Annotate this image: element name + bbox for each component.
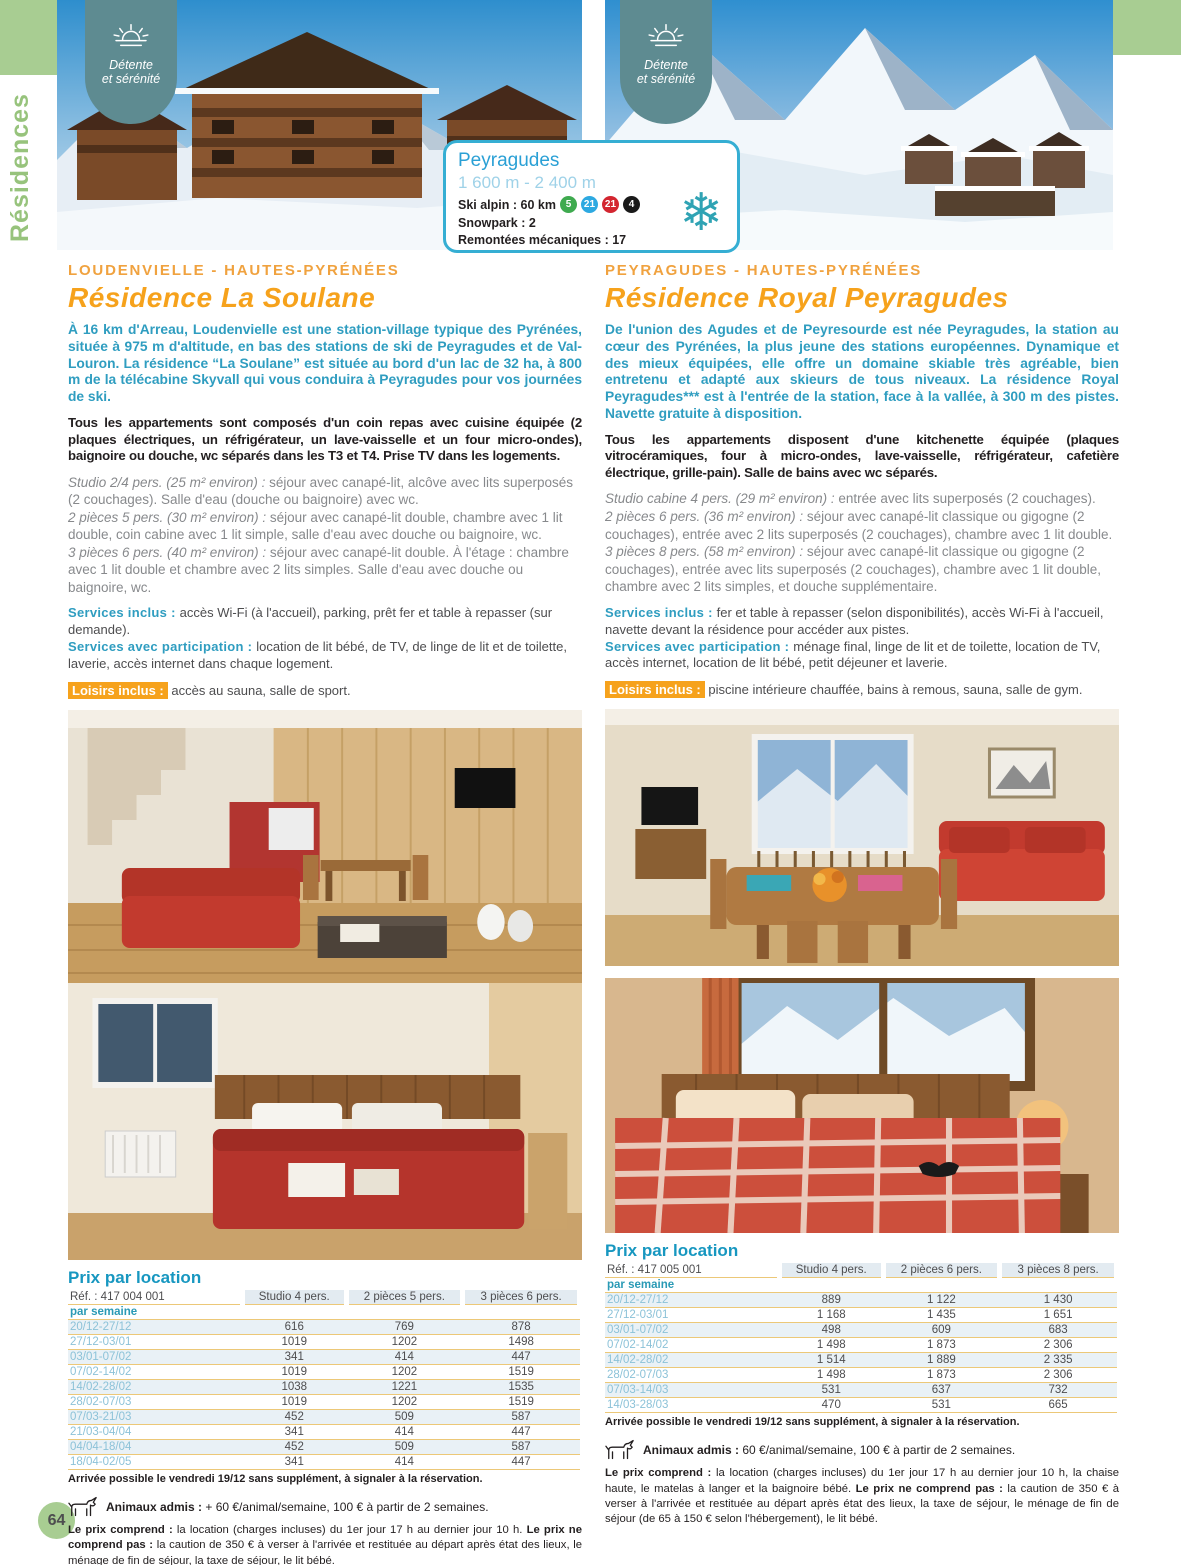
apartment-descriptions: Studio cabine 4 pers. (29 m² environ) : entrée avec lits superposés (2 couchages). 2 pièces 6 pers. (36 m² environ) : séjour avec canapé-lit classique ou gigogne (2 couchages), entrée avec 2 lits superposés (2 couchages), chambre avec 1 lit double. 3 pièces 8 pers. (58 m² environ) : séjour avec canapé-lit classique ou gigogne (2 couchages), entrée avec lits superposés (2 couchages), chambre avec 1 lit double, chambre avec 2 lits simples, et douche supplémentaire.: [605, 491, 1113, 595]
price-table-royal-peyragudes: [605, 1263, 1119, 1413]
interior-illustration: [68, 710, 582, 983]
table-row: 03/01-07/02 341 414 447: [68, 1350, 580, 1365]
table-row: 18/04-02/05 341 414 447: [68, 1455, 580, 1470]
table-row: 28/02-07/03 1019 1202 1519: [68, 1395, 580, 1410]
arrival-note: Arrivée possible le vendredi 19/12 sans supplément, à signaler à la réservation.: [68, 1473, 483, 1486]
apartment-descriptions: Studio 2/4 pers. (25 m² environ) : séjour avec canapé-lit, alcôve avec lits superposés (2 couchages). Salle d'eau (douche ou baignoire) avec wc. 2 pièces 5 pers. (30 m² environ) : séjour avec canapé-lit double, chambre avec 1 lit double, coin cabine avec 1 lit simple, salle d'eau avec douche ou baignoire, wc. 3 pièces 6 pers. (40 m² environ) : séjour avec canapé-lit double. À l'étage : chambre avec 1 lit double et chambre avec 2 lits simples. Salle d'eau avec douche ou baignoire, wc.: [68, 474, 574, 595]
price-section-title: Prix par location: [605, 1241, 739, 1261]
photo-la-soulane-living-room: [68, 710, 582, 983]
table-row: 14/03-28/03 470 531 665: [605, 1398, 1117, 1413]
intro-paragraph: De l'union des Agudes et de Peyresourde est née Peyragudes, la station au cœur des Pyrénées, la plus jeune des stations européennes. Dynamique et des mieux équipées, elle offre un domaine skiable très agréable, bien entretenu et adapté aux skieurs de tous niveaux. La résidence Royal Peyragudes*** est à l'entrée de la station, face à la vallée, à 300 m des pistes. Navette gratuite à disposition.: [605, 322, 1119, 422]
interior-illustration: [605, 709, 1119, 966]
sun-horizon-icon: [108, 22, 154, 50]
per-week-row: par semaine: [68, 1305, 580, 1320]
column-header: Studio 4 pers.: [243, 1290, 347, 1305]
table-row: 07/02-14/02 1019 1202 1519: [68, 1365, 580, 1380]
station-info-box: [443, 140, 740, 253]
table-row: 28/02-07/03 1 498 1 873 2 306: [605, 1368, 1117, 1383]
table-row: 03/01-07/02 498 609 683: [605, 1323, 1117, 1338]
ski-line: Ski alpin : 60 km 5 21 21 4: [458, 196, 725, 213]
animals-text: Animaux admis : + 60 €/animal/semaine, 100 € à partir de 2 semaines.: [106, 1500, 489, 1515]
detente-serenite-badge: [620, 0, 712, 124]
table-row: 14/02-28/02 1038 1221 1535: [68, 1380, 580, 1395]
description-paragraph: Tous les appartements sont composés d'un coin repas avec cuisine équipée (2 plaques électriques, un réfrigérateur, un lave-vaisselle et un four micro-ondes), baignoire ou douche, wc séparés dans les T3 et T4. Prise TV dans les logements.: [68, 415, 582, 464]
price-conditions: Le prix comprend : la location (charges incluses) du 1er jour 17 h au dernier jour 10 h. Le prix ne comprend pas : la caution de 350 € à verser à l'arrivée et restituée au départ après état des lieux, le ménage de fin de séjour, la taxe de séjour, le lit bébé.: [68, 1524, 582, 1565]
table-header-row: [68, 1290, 580, 1305]
column-header: 3 pièces 6 pers.: [463, 1290, 580, 1305]
services-paragraph: Services inclus : fer et table à repasser (selon disponibilités), accès Wi-Fi à l'accueil, navette devant la résidence pour accéder aux pistes. Services avec participation : ménage final, linge de lit et de toilette, location de TV, accès internet, location de lit bébé, petit déjeuner et laverie.: [605, 604, 1104, 671]
per-week-row: par semaine: [605, 1278, 1117, 1293]
animals-text: Animaux admis : 60 €/animal/semaine, 100 € à partir de 2 semaines.: [643, 1443, 1016, 1458]
blue-slopes-badge: 21: [581, 196, 598, 213]
price-section-title: Prix par location: [68, 1268, 202, 1288]
page-number-badge: 64: [38, 1502, 75, 1539]
animals-line: [605, 1438, 1119, 1462]
column-header: Studio 4 pers.: [780, 1263, 884, 1278]
table-row: 21/03-04/04 341 414 447: [68, 1425, 580, 1440]
interior-illustration: [605, 978, 1119, 1233]
dog-icon: [605, 1438, 635, 1462]
residence-title: Résidence Royal Peyragudes: [605, 282, 1009, 313]
leisure-line: Loisirs inclus : piscine intérieure chauffée, bains à remous, sauna, salle de gym.: [605, 682, 1119, 697]
badge-text: Détente et sérénité: [636, 58, 696, 87]
price-table-la-soulane: [68, 1290, 582, 1470]
badge-text: Détente et sérénité: [101, 58, 161, 87]
table-row: 20/12-27/12 889 1 122 1 430: [605, 1293, 1117, 1308]
column-header: 2 pièces 6 pers.: [883, 1263, 1000, 1278]
sun-horizon-icon: [643, 22, 689, 50]
snowpark-line: Snowpark : 2: [458, 216, 536, 230]
table-row: 04/04-18/04 452 509 587: [68, 1440, 580, 1455]
table-row: 20/12-27/12 616 769 878: [68, 1320, 580, 1335]
detente-serenite-badge: [85, 0, 177, 124]
residence-title: Résidence La Soulane: [68, 282, 376, 313]
table-row: 07/03-21/03 452 509 587: [68, 1410, 580, 1425]
red-slopes-badge: 21: [602, 196, 619, 213]
black-slopes-badge: 4: [623, 196, 640, 213]
sidebar-section-label: Résidences: [6, 93, 34, 243]
region-heading: LOUDENVIELLE - HAUTES-PYRÉNÉES: [68, 262, 400, 279]
table-row: 27/12-03/01 1 168 1 435 1 651: [605, 1308, 1117, 1323]
table-ref: Réf. : 417 004 001: [70, 1291, 165, 1304]
green-corner-block: [0, 0, 57, 75]
animals-line: [68, 1495, 582, 1519]
leisure-line: Loisirs inclus : accès au sauna, salle de sport.: [68, 683, 582, 698]
services-paragraph: Services inclus : accès Wi-Fi (à l'accueil), parking, prêt fer et table à repasser (sur demande). Services avec participation : location de lit bébé, de TV, de linge de lit et de toilette, laverie, accès internet dans chaque logement.: [68, 605, 567, 672]
photo-royal-peyragudes-bedroom: [605, 978, 1119, 1233]
column-header: 2 pièces 5 pers.: [346, 1290, 463, 1305]
dog-icon: [68, 1495, 98, 1519]
arrival-note: Arrivée possible le vendredi 19/12 sans supplément, à signaler à la réservation.: [605, 1416, 1020, 1429]
interior-illustration: [68, 983, 582, 1260]
lifts-line: Remontées mécaniques : 17: [458, 233, 627, 247]
table-row: 07/03-14/03 531 637 732: [605, 1383, 1117, 1398]
intro-paragraph: À 16 km d'Arreau, Loudenvielle est une station-village typique des Pyrénées, située à 975 m d'altitude, en bas des stations de ski de Peyragudes et de Val-Louron. La résidence “La Soulane” est située au bord d'un lac de 32 ha, à 800 m de la télécabine Skyvall qui vous conduira à Peyragudes pour vos journées de ski.: [68, 322, 582, 405]
green-slopes-badge: 5: [560, 196, 577, 213]
la-soulane-column: [68, 262, 582, 1565]
table-header-row: [605, 1263, 1117, 1278]
snowflake-icon: ❄: [679, 184, 723, 242]
table-row: 07/02-14/02 1 498 1 873 2 306: [605, 1338, 1117, 1353]
photo-royal-peyragudes-dining: [605, 709, 1119, 966]
table-row: 14/02-28/02 1 514 1 889 2 335: [605, 1353, 1117, 1368]
green-corner-block: [1113, 0, 1181, 55]
royal-peyragudes-column: [605, 262, 1119, 1527]
price-conditions: Le prix comprend : la location (charges incluses) du 1er jour 17 h au dernier jour 10 h, la chaise haute, le matelas à langer et la baignoire bébé. Le prix ne comprend pas : la caution de 350 € à verser à l'arrivée et restituée au départ après état des lieux, la taxe de séjour, le ménage de fin de séjour (de 65 à 150 € selon l'hébergement), le lit bébé.: [605, 1467, 1120, 1526]
description-paragraph: Tous les appartements disposent d'une kitchenette équipée (plaques vitrocéramiques, four à micro-ondes, lave-vaisselle, réfrigérateur, cafetière électrique, grille-pain). Salle de bains avec wc séparés.: [605, 431, 1119, 480]
station-name: Peyragudes: [458, 150, 560, 171]
table-ref: Réf. : 417 005 001: [607, 1264, 702, 1277]
table-row: 27/12-03/01 1019 1202 1498: [68, 1335, 580, 1350]
region-heading: PEYRAGUDES - HAUTES-PYRÉNÉES: [605, 262, 923, 279]
column-header: 3 pièces 8 pers.: [1000, 1263, 1117, 1278]
photo-la-soulane-bedroom: [68, 983, 582, 1260]
station-altitude: 1 600 m - 2 400 m: [458, 173, 596, 192]
